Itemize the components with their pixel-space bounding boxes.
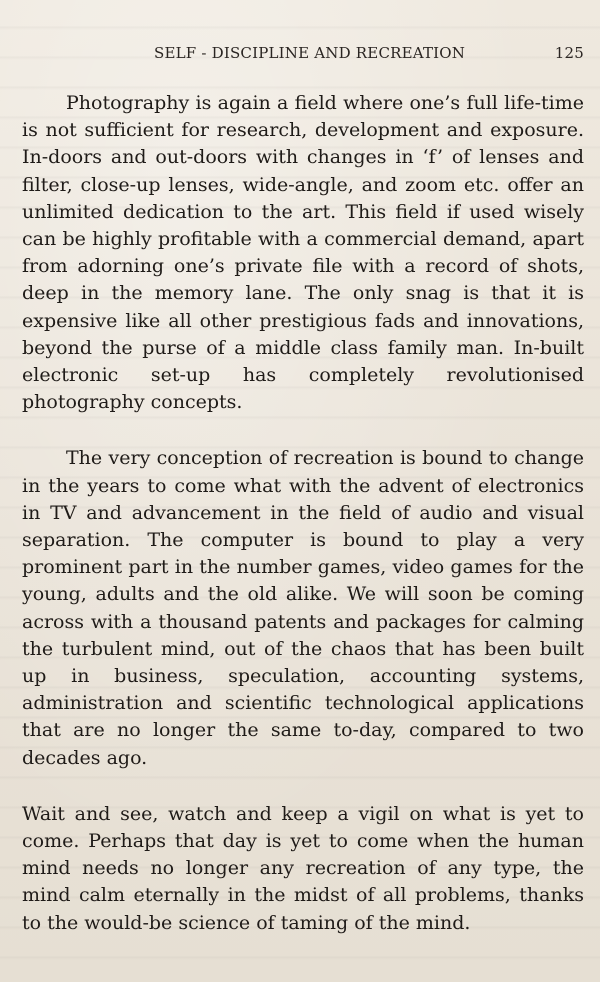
paragraph-wait-and-see: Wait and see, watch and keep a vigil on what is yet to come. Perhaps that day is yet to come when the human mind needs no longer any recreation of any type, the mind calm eternally in the midst of all problems, thanks to the would-be science of taming of the mind.: [22, 802, 584, 934]
page-body: [22, 90, 584, 937]
page-number: 125: [554, 44, 584, 62]
running-title: SELF - DISCIPLINE AND RECREATION: [154, 44, 466, 62]
running-header: [142, 44, 584, 66]
paragraph-photography: Photography is again a field where one’s full life-time is not sufficient for research, development and exposure. In-doors and out-doors with changes in ‘f’ of lenses and filter, close-up lenses, wide-angle, and zoom etc. offer an unlimited dedication to the art. This field if used wisely can be highly profitable with a commercial demand, apart from adorning one’s private file with a record of shots, deep in the memory lane. The only snag is that it is expensive like all other prestigious fads and innovations, beyond the purse of a middle class family man. In-built electronic set-up has completely revolutionised photography concepts.: [22, 92, 584, 414]
paragraph-recreation-future: The very conception of recreation is bound to change in the years to come what with the advent of electronics in TV and advancement in the field of audio and visual separation. The computer is bound to play a very prominent part in the number games, video games for the young, adults and the old alike. We will soon be coming across with a thousand patents and packages for calming the turbulent mind, out of the chaos that has been built up in business, speculation, accounting systems, administration and scientific technological applications that are no longer the same to-day, compared to two decades ago.: [22, 447, 584, 769]
